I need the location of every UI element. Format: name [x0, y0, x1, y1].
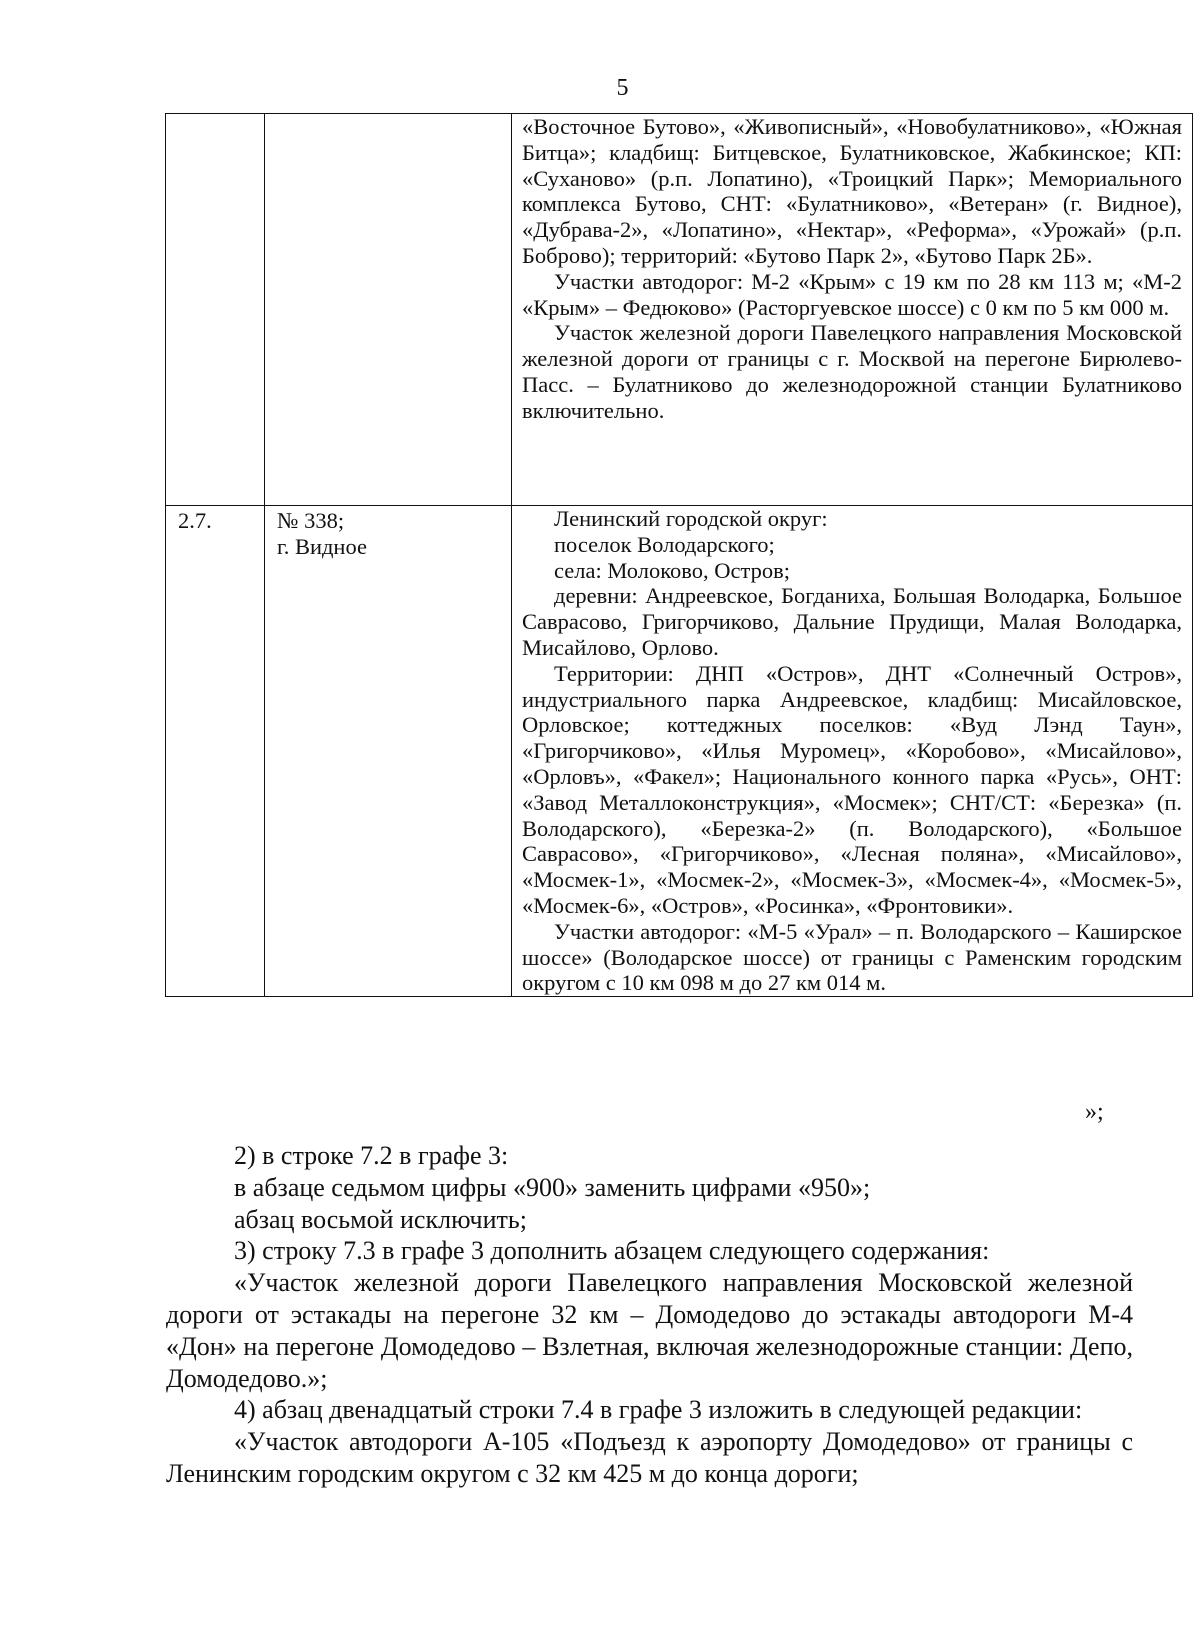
territories-paragraph: Территории: ДНП «Остров», ДНТ «Солнечный Остров», индустриального парка Андреевское, кладбищ: Мисайловское, Орловское; коттеджных поселков: «Вуд Лэнд Таун», «Григорчиково», «Илья Муромец», «Коробово», «Мисайлово», «Орловъ», «Факел»; Национального конного парка «Русь», ОНТ: «Завод Металлоконструкция», «Мосмек»; СНТ/СТ: «Березка» (п. Володарского), «Березка-2» (п. Володарского), «Большое Саврасово», «Григорчиково», «Лесная поляна», «Мисайлово», «Мосмек-1», «Мосмек-2», «Мосмек-3», «Мосмек-4», «Мосмек-5», «Мосмек-6», «Остров», «Росинка», «Фронтовики». [522, 660, 1182, 918]
stations-table [165, 113, 1193, 997]
amendment-item: 3) строку 7.3 в графе 3 дополнить абзацем следующего содержания: [234, 1236, 990, 1266]
hamlets-paragraph: деревни: Андреевское, Богданиха, Большая Володарка, Большое Саврасово, Григорчиково, Дальние Прудищи, Малая Володарка, Мисайлово, Орлово. [522, 583, 1182, 660]
row-number-cell [166, 114, 265, 506]
table-row-2-7 [166, 506, 1193, 997]
territory-paragraph: «Восточное Бутово», «Живописный», «Новобулатниково», «Южная Битца»; кладбищ: Битцевское, Булатниковское, Жабкинское; КП: «Суханово» (р.п. Лопатино), «Троицкий Парк»; Мемориального комплекса Бутово, СНТ: «Булатниково», «Ветеран» (г. Видное), «Дубрава-2», «Лопатино», «Нектар», «Реформа», «Урожай» (р.п. Боброво); территорий: «Бутово Парк 2», «Бутово Парк 2Б». [522, 114, 1182, 268]
amendment-item: в абзаце седьмом цифры «900» заменить цифрами «950»; [234, 1172, 871, 1202]
amendment-item: 4) абзац двенадцатый строки 7.4 в графе 3 изложить в следующей редакции: [234, 1395, 1083, 1425]
page-number: 5 [616, 75, 629, 101]
closing-quote: »; [1085, 1099, 1104, 1125]
amendment-item: 2) в строке 7.2 в графе 3: [234, 1141, 509, 1170]
roads-paragraph: Участки автодорог: «М-5 «Урал» – п. Володарского – Каширское шоссе» (Володарское шоссе) от границы с Раменским городским округом с 10 км 098 м до 27 км 014 м. [522, 918, 1182, 996]
amendment-item: абзац восьмой исключить; [234, 1204, 527, 1234]
villages-line: села: Молоково, Остров; [554, 557, 790, 583]
row-number-cell: 2.7. [166, 506, 265, 997]
station-cell [265, 506, 512, 997]
amendment-quote: «Участок автодороги А-105 «Подъезд к аэропорту Домодедово» от границы с Ленинским городским округом с 32 км 425 м до конца дороги; [166, 1427, 1133, 1488]
roads-paragraph: Участки автодорог: М-2 «Крым» с 19 км по 28 км 113 м; «М-2 «Крым» – Федюково» (Расторгуевское шоссе) с 0 км по 5 км 000 м. [522, 268, 1182, 320]
territory-cell [512, 114, 1193, 506]
amendment-quote: «Участок железной дороги Павелецкого направления Московской железной дороги от эстакады на перегоне 32 км – Домодедово до эстакады автодороги М-4 «Дон» на перегоне Домодедово – Взлетная, включая железнодорожные станции: Депо, Домодедово.»; [166, 1268, 1133, 1393]
table-row-continued [166, 114, 1193, 506]
settlement-line: поселок Володарского; [554, 531, 775, 557]
district-heading: Ленинский городской округ: [554, 506, 828, 531]
territory-cell [512, 506, 1193, 997]
station-cell [265, 114, 512, 506]
station-city: г. Видное [277, 533, 367, 559]
amendments-text [166, 1140, 1133, 1490]
railway-paragraph: Участок железной дороги Павелецкого направления Московской железной дороги от границы с г. Москвой на перегоне Бирюлево-Пасс. – Булатниково до железнодорожной станции Булатниково включительно. [522, 320, 1182, 423]
station-number: № 338; [277, 508, 345, 533]
